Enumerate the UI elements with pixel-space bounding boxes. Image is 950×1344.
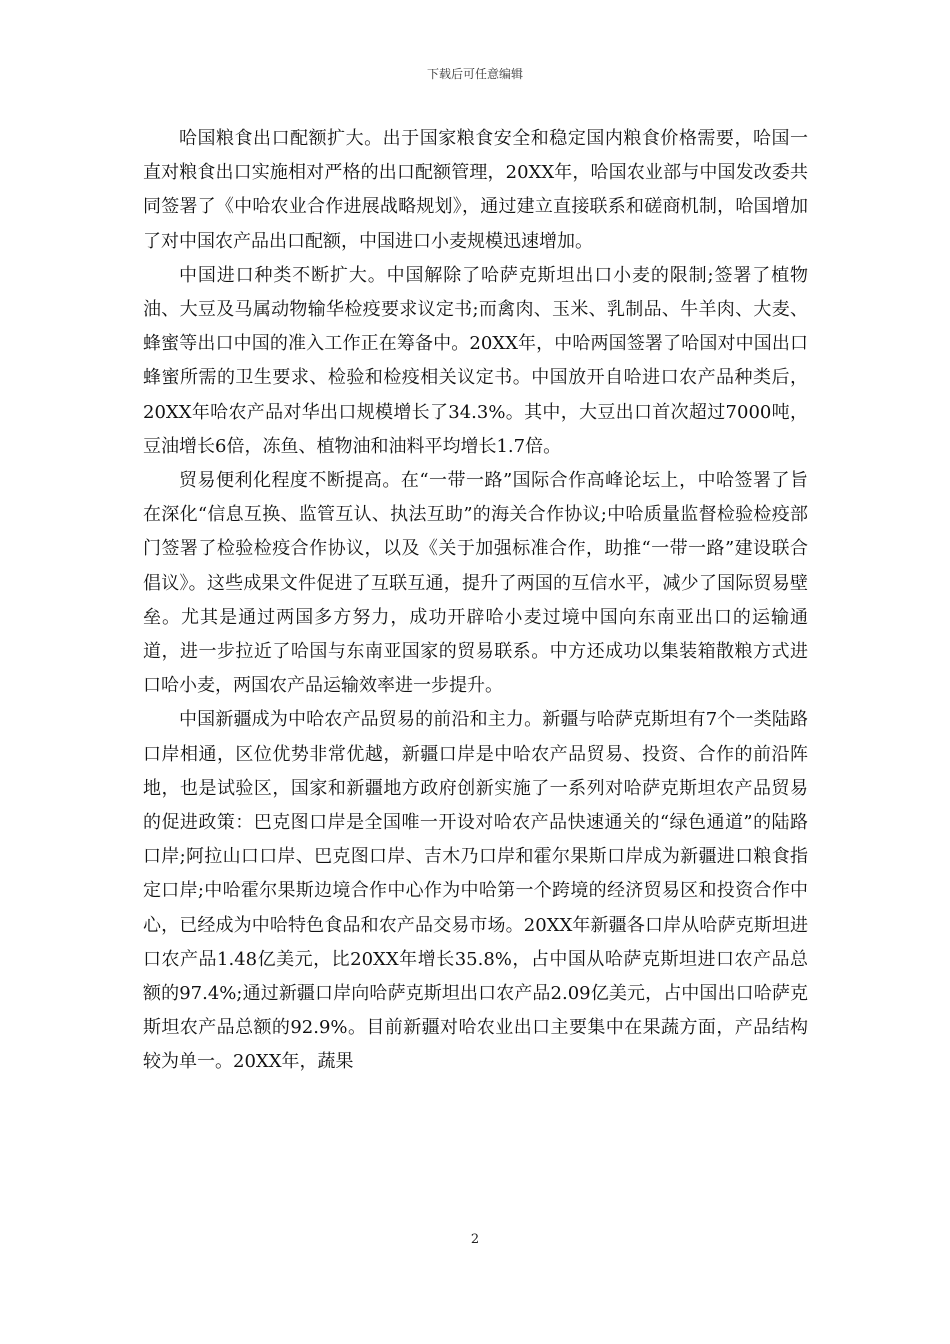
paragraph-grain-export-quota: 哈国粮食出口配额扩大。出于国家粮食安全和稳定国内粮食价格需要，哈国一直对粮食出口实施相对严格的出口配额管理，20XX年，哈国农业部与中国发改委共同签署了《中哈农业合作进展战略规划》，通过建立直接联系和磋商机制，哈国增加了对中国农产品出口配额，中国进口小麦规模迅速增加。 xyxy=(143,128,808,252)
paragraph-trade-facilitation: 贸易便利化程度不断提高。在“一带一路”国际合作高峰论坛上，中哈签署了旨在深化“信息互换、监管互认、执法互助”的海关合作协议;中哈质量监督检验检疫部门签署了检验检疫合作协议，以及《关于加强标准合作，助推“一带一路”建设联合倡议》。这些成果文件促进了互联互通，提升了两国的互信水平，减少了国际贸易壁垒。尤其是通过两国多方努力，成功开辟哈小麦过境中国向东南亚出口的运输通道，进一步拉近了哈国与东南亚国家的贸易联系。中方还成功以集装箱散粮方式进口哈小麦，两国农产品运输效率进一步提升。 xyxy=(143,470,808,697)
paragraph-import-categories: 中国进口种类不断扩大。中国解除了哈萨克斯坦出口小麦的限制;签署了植物油、大豆及马属动物输华检疫要求议定书;而禽肉、玉米、乳制品、牛羊肉、大麦、蜂蜜等出口中国的准入工作正在筹备中。20XX年，中哈两国签署了哈国对中国出口蜂蜜所需的卫生要求、检验和检疫相关议定书。中国放开自哈进口农产品种类后，20XX年哈农产品对华出口规模增长了34.3%。其中，大豆出口首次超过7000吨，豆油增长6倍，冻鱼、植物油和油料平均增长1.7倍。 xyxy=(143,264,808,457)
page-header-note: 下载后可任意编辑 xyxy=(426,67,523,81)
paragraph-xinjiang-frontier: 中国新疆成为中哈农产品贸易的前沿和主力。新疆与哈萨克斯坦有7个一类陆路口岸相通，区位优势非常优越，新疆口岸是中哈农产品贸易、投资、合作的前沿阵地，也是试验区，国家和新疆地方政府创新实施了一系列对哈萨克斯坦农产品贸易的促进政策：巴克图口岸是全国唯一开设对哈农产品快速通关的“绿色通道”的陆路口岸;阿拉山口口岸、巴克图口岸、吉木乃口岸和霍尔果斯口岸成为新疆进口粮食指定口岸;中哈霍尔果斯边境合作中心作为中哈第一个跨境的经济贸易区和投资合作中心，已经成为中哈特色食品和农产品交易市场。20XX年新疆各口岸从哈萨克斯坦进口农产品1.48亿美元，比20XX年增长35.8%，占中国从哈萨克斯坦进口农产品总额的97.4%;通过新疆口岸向哈萨克斯坦出口农产品2.09亿美元，占中国出口哈萨克斯坦农产品总额的92.9%。目前新疆对哈农业出口主要集中在果蔬方面，产品结构较为单一。20XX年，蔬果 xyxy=(143,709,808,1073)
page-number: 2 xyxy=(470,1232,480,1247)
document-body xyxy=(143,122,808,1080)
